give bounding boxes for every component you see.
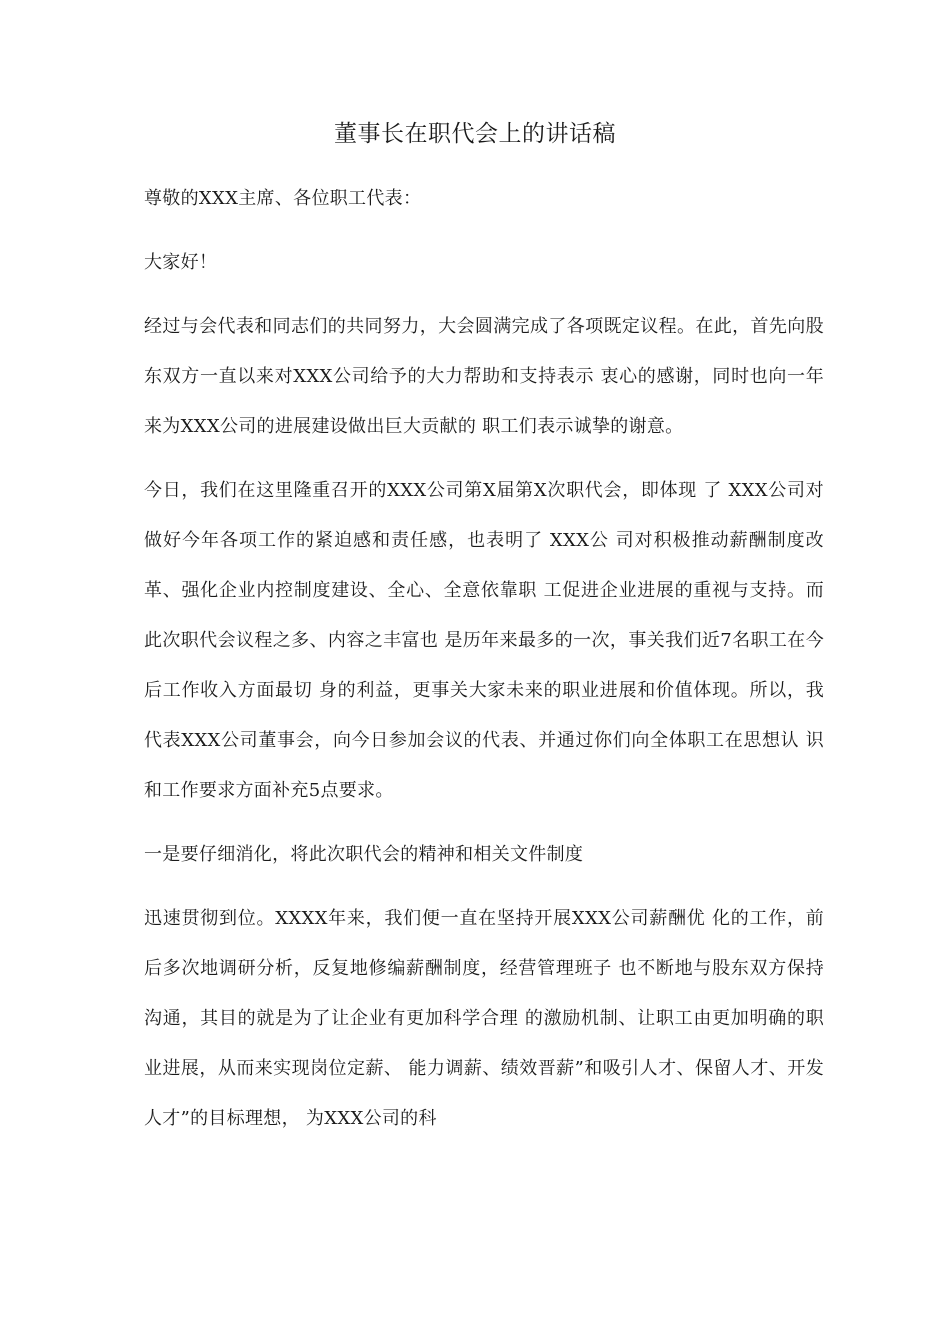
paragraph-thanks: 经过与会代表和同志们的共同努力，大会圆满完成了各项既定议程。在此，首先向股东双方一直以来对XXX公司给予的大力帮助和支持表示 衷心的感谢，同时也向一年来为XXX公司的进展建设做出巨大贡献的 职工们表示诚挚的谢意。 <box>144 316 824 437</box>
greeting: 大家好！ <box>144 252 218 273</box>
document-body <box>144 174 824 1144</box>
page-title: 董事长在职代会上的讲话稿 <box>334 121 616 147</box>
paragraph-point-one-body: 迅速贯彻到位。XXXX年来，我们便一直在坚持开展XXX公司薪酬优 化的工作，前后多次地调研分析，反复地修编薪酬制度，经营管理班子 也不断地与股东双方保持沟通，其目的就是为了让企业有更加科学合理 的激励机制、让职工由更加明确的职业进展，从而来实现岗位定薪、 能力调薪、绩效晋薪”和吸引人才、保留人才、开发人才”的目标理想， 为XXX公司的科 <box>144 908 824 1129</box>
salutation: 尊敬的XXX主席、各位职工代表： <box>144 188 422 209</box>
paragraph-meeting-significance: 今日，我们在这里隆重召开的XXX公司第X届第X次职代会，即体现 了 XXX公司对做好今年各项工作的紧迫感和责任感，也表明了 XXX公 司对积极推动薪酬制度改革、强化企业内控制度建设、全心、全意依靠职 工促进企业进展的重视与支持。而此次职代会议程之多、内容之丰富也 是历年来最多的一次，事关我们近7名职工在今后工作收入方面最切 身的利益，更事关大家未来的职业进展和价值体现。所以，我代表XXX公司董事会，向今日参加会议的代表、并通过你们向全体职工在思想认 识和工作要求方面补充5点要求。 <box>144 480 824 801</box>
paragraph-point-one-heading: 一是要仔细消化，将此次职代会的精神和相关文件制度 <box>144 844 584 865</box>
